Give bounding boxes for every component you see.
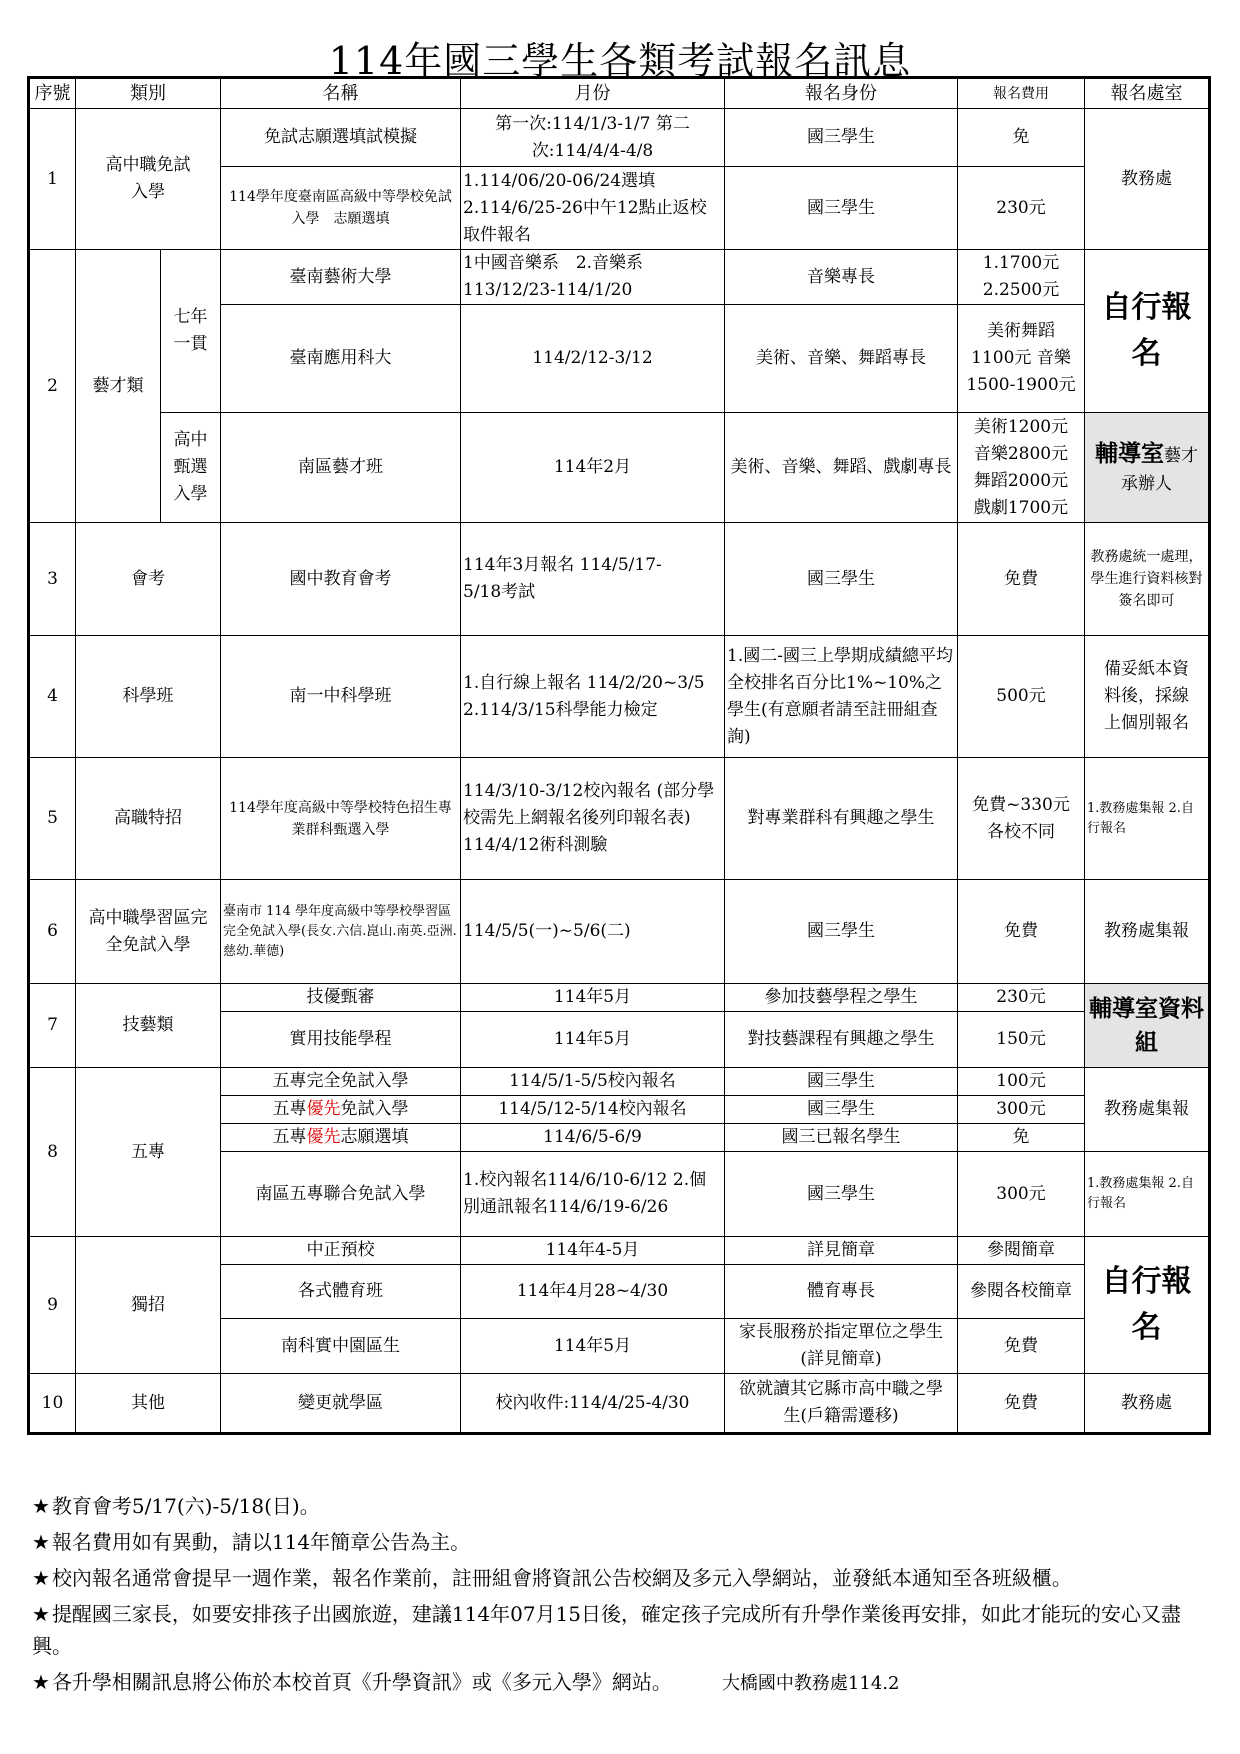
note-item	[32, 1526, 1212, 1558]
exam-fee: 免費	[958, 1374, 1085, 1434]
col-header-identity: 報名身份	[725, 78, 958, 109]
col-header-fee: 報名費用	[958, 78, 1085, 109]
exam-name: 國中教育會考	[221, 523, 461, 636]
office: 教務處	[1085, 1374, 1210, 1434]
exam-fee: 300元	[958, 1096, 1085, 1124]
exam-identity: 國三學生	[725, 523, 958, 636]
exam-fee: 免	[958, 109, 1085, 167]
exam-month: 1.校內報名114/6/10-6/12 2.個別通訊報名114/6/19-6/26	[461, 1152, 725, 1237]
exam-fee: 300元	[958, 1152, 1085, 1237]
office: 備妥紙本資料後，採線上個別報名	[1085, 636, 1210, 758]
exam-month: 1.自行線上報名 114/2/20~3/5 2.114/3/15科學能力檢定	[461, 636, 725, 758]
exam-fee: 免費~330元 各校不同	[958, 758, 1085, 880]
category: 技藝類	[76, 984, 221, 1068]
row-number: 8	[29, 1068, 76, 1237]
note-item	[32, 1666, 1212, 1700]
exam-identity: 參加技藝學程之學生	[725, 984, 958, 1012]
name-suffix: 免試入學	[340, 1099, 409, 1119]
exam-month: 114年5月	[461, 1012, 725, 1068]
table-row	[29, 880, 1210, 984]
exam-identity: 1.國二-國三上學期成績總平均全校排名百分比1%~10%之學生(有意願者請至註冊組查詢)	[725, 636, 958, 758]
category: 會考	[76, 523, 221, 636]
exam-month: 114/6/5-6/9	[461, 1124, 725, 1152]
exam-name	[221, 1096, 461, 1124]
exam-identity: 美術、音樂、舞蹈、戲劇專長	[725, 413, 958, 523]
exam-month: 114/5/1-5/5校內報名	[461, 1068, 725, 1096]
exam-name: 南區藝才班	[221, 413, 461, 523]
subcategory: 七年一貫	[161, 250, 221, 413]
exam-name: 實用技能學程	[221, 1012, 461, 1068]
table-row	[29, 109, 1210, 167]
table-row	[29, 523, 1210, 636]
note-text: 報名費用如有異動，請以114年簡章公告為主。	[51, 1530, 471, 1554]
exam-month: 114/5/5(一)~5/6(二)	[461, 880, 725, 984]
exam-name: 各式體育班	[221, 1265, 461, 1319]
star-icon: ★	[32, 1530, 50, 1554]
category: 高職特招	[76, 758, 221, 880]
exam-fee: 免	[958, 1124, 1085, 1152]
exam-identity: 國三學生	[725, 880, 958, 984]
exam-fee: 免費	[958, 880, 1085, 984]
category: 獨招	[76, 1237, 221, 1374]
exam-month: 114/3/10-3/12校內報名 (部分學校需先上網報名後列印報名表) 114/4/12術科測驗	[461, 758, 725, 880]
category: 藝才類	[76, 250, 161, 523]
exam-name	[221, 1124, 461, 1152]
exam-identity: 詳見簡章	[725, 1237, 958, 1265]
exam-month: 114年3月報名 114/5/17-5/18考試	[461, 523, 725, 636]
name-prefix: 五專	[272, 1127, 307, 1147]
category: 五專	[76, 1068, 221, 1237]
office: 教務處集報	[1085, 1068, 1210, 1152]
exam-identity: 體育專長	[725, 1265, 958, 1319]
exam-identity: 國三學生	[725, 167, 958, 250]
page-title: 114年國三學生各類考試報名訊息	[328, 39, 912, 83]
office-sub: 藝才承辦人	[1121, 446, 1198, 494]
row-number: 3	[29, 523, 76, 636]
row-number: 6	[29, 880, 76, 984]
table-row	[29, 1374, 1210, 1434]
exam-name: 南一中科學班	[221, 636, 461, 758]
exam-month: 校內收件:114/4/25-4/30	[461, 1374, 725, 1434]
exam-identity: 國三學生	[725, 1096, 958, 1124]
office	[1085, 413, 1210, 523]
exam-fee: 免費	[958, 523, 1085, 636]
star-icon: ★	[32, 1566, 50, 1590]
signature: 大橋國中教務處114.2	[721, 1673, 900, 1694]
exam-identity: 對技藝課程有興趣之學生	[725, 1012, 958, 1068]
exam-month: 114/2/12-3/12	[461, 305, 725, 413]
table-row	[29, 1237, 1210, 1265]
priority-highlight: 優先	[306, 1099, 341, 1119]
exam-name: 變更就學區	[221, 1374, 461, 1434]
exam-identity: 對專業群科有興趣之學生	[725, 758, 958, 880]
exam-identity: 國三學生	[725, 1152, 958, 1237]
subcategory: 高中甄選入學	[161, 413, 221, 523]
note-text: 提醒國三家長，如要安排孩子出國旅遊，建議114年07月15日後，確定孩子完成所有升學作業後再安排，如此才能玩的安心又盡興。	[32, 1602, 1182, 1658]
exam-month: 第一次:114/1/3-1/7 第二次:114/4/4-4/8	[461, 109, 725, 167]
exam-name: 114學年度臺南區高級中等學校免試入學 志願選填	[221, 167, 461, 250]
row-number: 1	[29, 109, 76, 250]
exam-fee: 參閱簡章	[958, 1237, 1085, 1265]
exam-identity: 國三學生	[725, 1068, 958, 1096]
star-icon: ★	[32, 1670, 50, 1694]
exam-name: 臺南藝術大學	[221, 250, 461, 305]
office: 自行報名	[1085, 1237, 1210, 1374]
col-header-month: 月份	[461, 78, 725, 109]
exam-identity: 欲就讀其它縣市高中職之學生(戶籍需遷移)	[725, 1374, 958, 1434]
office: 自行報名	[1085, 250, 1210, 413]
exam-name: 南區五專聯合免試入學	[221, 1152, 461, 1237]
office: 教務處集報	[1085, 880, 1210, 984]
exam-name: 中正預校	[221, 1237, 461, 1265]
exam-fee: 230元	[958, 984, 1085, 1012]
row-number: 2	[29, 250, 76, 523]
office: 1.教務處集報 2.自行報名	[1085, 1152, 1210, 1237]
exam-month: 1.114/06/20-06/24選填 2.114/6/25-26中午12點止返校取件報名	[461, 167, 725, 250]
office: 教務處	[1085, 109, 1210, 250]
office: 1.教務處集報 2.自行報名	[1085, 758, 1210, 880]
exam-month: 1中國音樂系 2.音樂系 113/12/23-114/1/20	[461, 250, 725, 305]
note-text: 校內報名通常會提早一週作業，報名作業前，註冊組會將資訊公告校網及多元入學網站，並發紙本通知至各班級櫃。	[51, 1566, 1072, 1590]
note-item	[32, 1598, 1212, 1662]
col-header-no: 序號	[29, 78, 76, 109]
note-item	[32, 1562, 1212, 1594]
category: 高中職免試入學	[76, 109, 221, 250]
exam-fee: 免費	[958, 1319, 1085, 1374]
row-number: 5	[29, 758, 76, 880]
table-row	[29, 1068, 1210, 1096]
star-icon: ★	[32, 1494, 50, 1518]
table-row	[29, 250, 1210, 305]
exam-fee: 1.1700元 2.2500元	[958, 250, 1085, 305]
col-header-category: 類別	[76, 78, 221, 109]
exam-fee: 美術1200元 音樂2800元 舞蹈2000元 戲劇1700元	[958, 413, 1085, 523]
exam-name: 五專完全免試入學	[221, 1068, 461, 1096]
exam-name: 臺南應用科大	[221, 305, 461, 413]
exam-month: 114年5月	[461, 984, 725, 1012]
name-prefix: 五專	[272, 1099, 307, 1119]
exam-month: 114/5/12-5/14校內報名	[461, 1096, 725, 1124]
col-header-office: 報名處室	[1085, 78, 1210, 109]
table-row	[29, 413, 1210, 523]
col-header-name: 名稱	[221, 78, 461, 109]
header-row	[29, 78, 1210, 109]
table-row	[29, 636, 1210, 758]
exam-month: 114年4月28~4/30	[461, 1265, 725, 1319]
exam-registration-table	[27, 76, 1211, 1435]
office: 輔導室資料組	[1085, 984, 1210, 1068]
row-number: 7	[29, 984, 76, 1068]
office-main: 輔導室	[1095, 440, 1164, 467]
exam-month: 114年5月	[461, 1319, 725, 1374]
exam-fee: 500元	[958, 636, 1085, 758]
note-text: 教育會考5/17(六)-5/18(日)。	[51, 1494, 320, 1518]
exam-name: 免試志願選填試模擬	[221, 109, 461, 167]
row-number: 4	[29, 636, 76, 758]
priority-highlight: 優先	[306, 1127, 341, 1147]
exam-identity: 國三已報名學生	[725, 1124, 958, 1152]
note-text: 各升學相關訊息將公佈於本校首頁《升學資訊》或《多元入學》網站。	[51, 1670, 672, 1694]
exam-identity: 家長服務於指定單位之學生(詳見簡章)	[725, 1319, 958, 1374]
exam-identity: 國三學生	[725, 109, 958, 167]
exam-fee: 100元	[958, 1068, 1085, 1096]
category: 高中職學習區完全免試入學	[76, 880, 221, 984]
exam-name: 技優甄審	[221, 984, 461, 1012]
exam-fee: 230元	[958, 167, 1085, 250]
category: 其他	[76, 1374, 221, 1434]
table-row	[29, 758, 1210, 880]
exam-name: 臺南市 114 學年度高級中等學校學習區完全免試入學(長女.六信.崑山.南英.亞洲.慈幼.華德)	[221, 880, 461, 984]
category: 科學班	[76, 636, 221, 758]
name-suffix: 志願選填	[340, 1127, 409, 1147]
exam-fee: 美術舞蹈 1100元 音樂 1500-1900元	[958, 305, 1085, 413]
exam-month: 114年4-5月	[461, 1237, 725, 1265]
exam-identity: 美術、音樂、舞蹈專長	[725, 305, 958, 413]
table-row	[29, 984, 1210, 1012]
exam-fee: 參閱各校簡章	[958, 1265, 1085, 1319]
notes-section	[32, 1490, 1212, 1704]
row-number: 9	[29, 1237, 76, 1374]
exam-fee: 150元	[958, 1012, 1085, 1068]
exam-name: 南科實中園區生	[221, 1319, 461, 1374]
exam-name: 114學年度高級中等學校特色招生專業群科甄選入學	[221, 758, 461, 880]
star-icon: ★	[32, 1602, 50, 1626]
exam-month: 114年2月	[461, 413, 725, 523]
note-item	[32, 1490, 1212, 1522]
row-number: 10	[29, 1374, 76, 1434]
exam-identity: 音樂專長	[725, 250, 958, 305]
office: 教務處統一處理，學生進行資料核對簽名即可	[1085, 523, 1210, 636]
